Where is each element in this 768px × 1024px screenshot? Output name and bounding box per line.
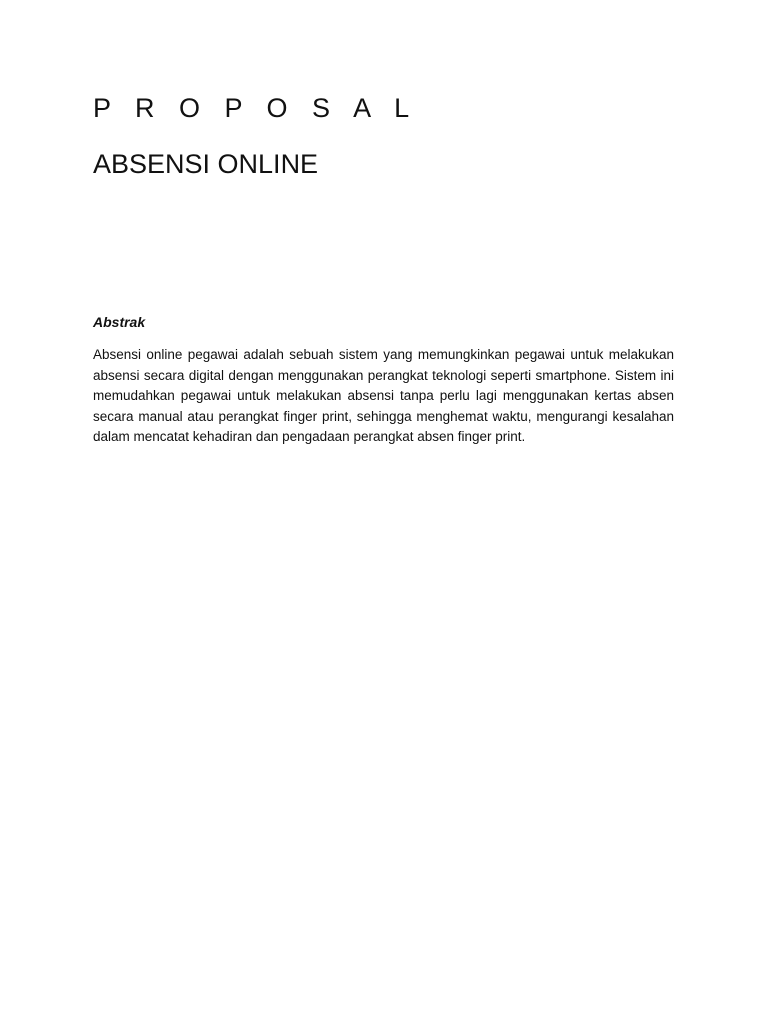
abstract-heading: Abstrak [93, 314, 146, 330]
abstract-paragraph: Absensi online pegawai adalah sebuah sistem yang memungkinkan pegawai untuk melakukan absensi secara digital dengan menggunakan perangkat teknologi seperti smartphone. Sistem ini memudahkan pegawai untuk melakukan absensi tanpa perlu lagi menggunakan kertas absen secara manual atau perangkat finger print, sehingga menghemat waktu, mengurangi kesalahan dalam mencatat kehadiran dan pengadaan perangkat absen finger print. [93, 347, 674, 445]
document-title: ABSENSI ONLINE [93, 149, 319, 179]
document-kicker: P R O P O S A L [93, 93, 418, 123]
